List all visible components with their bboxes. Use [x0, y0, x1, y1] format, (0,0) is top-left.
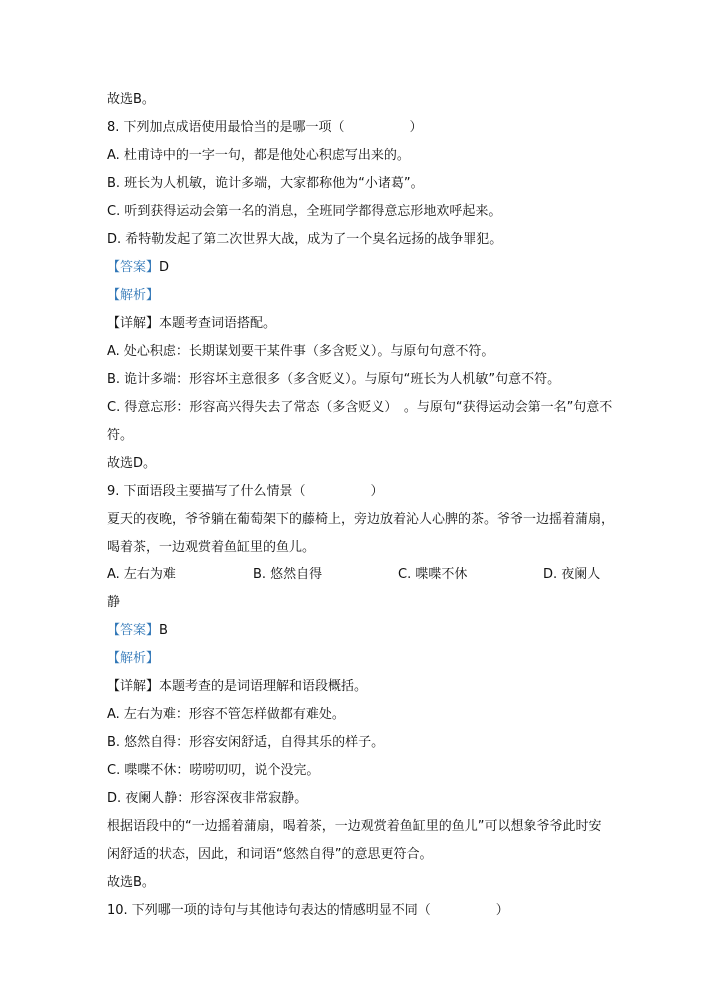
q8-analysis-label: 【解析】	[107, 287, 160, 303]
answer-label: 【答案】	[107, 623, 160, 639]
q8-explanation-b: B. 诡计多端：形容坏主意很多（多含贬义）。与原句“班长为人机敏”句意不符。	[107, 371, 561, 387]
q9-summary-line-1: 根据语段中的“一边摇着蒲扇，喝着茶，一边观赏着鱼缸里的鱼儿”可以想象爷爷此时安	[107, 819, 602, 835]
q8-option-c: C. 听到获得运动会第一名的消息，全班同学都得意忘形地欢呼起来。	[107, 203, 502, 219]
q8-question: 8. 下列加点成语使用最恰当的是哪一项（ ）	[107, 119, 423, 135]
q9-summary-line-2: 闲舒适的状态，因此，和词语“悠然自得”的意思更符合。	[107, 847, 433, 863]
q9-option-b: B. 悠然自得	[253, 567, 323, 583]
q8-explanation-c-wrap: 符。	[107, 427, 134, 443]
q8-explanation-a: A. 处心积虑：长期谋划要干某件事（多含贬义）。与原句句意不符。	[107, 343, 495, 359]
answer-value: B	[159, 623, 168, 639]
q9-conclusion: 故选B。	[107, 875, 155, 891]
q7-conclusion: 故选B。	[107, 92, 155, 107]
q9-question: 9. 下面语段主要描写了什么情景（ ）	[107, 483, 384, 499]
q9-analysis-label: 【解析】	[107, 651, 160, 667]
q8-option-b: B. 班长为人机敏，诡计多端，大家都称他为“小诸葛”。	[107, 175, 424, 191]
q8-detail: 【详解】本题考查词语搭配。	[107, 315, 277, 331]
q9-detail: 【详解】本题考查的是词语理解和语段概括。	[107, 679, 368, 695]
q9-option-d-wrap: 静	[107, 595, 121, 611]
q9-option-a: A. 左右为难	[107, 567, 176, 583]
q9-options	[107, 561, 607, 589]
q8-conclusion: 故选D。	[107, 455, 157, 471]
q8-option-a: A. 杜甫诗中的一字一句，都是他处心积虑写出来的。	[107, 147, 410, 163]
q10-question: 10. 下列哪一项的诗句与其他诗句表达的情感明显不同（ ）	[107, 903, 509, 919]
answer-value: D	[159, 259, 170, 275]
q8-explanation-c: C. 得意忘形：形容高兴得失去了常态（多含贬义） 。与原句“获得运动会第一名”句意不	[107, 399, 613, 415]
q9-option-c: C. 喋喋不休	[398, 567, 468, 583]
q9-answer	[107, 617, 607, 645]
q8-option-d: D. 希特勒发起了第二次世界大战，成为了一个臭名远扬的战争罪犯。	[107, 231, 503, 247]
document-page	[107, 86, 615, 925]
q9-passage-line-1: 夏天的夜晚，爷爷躺在葡萄架下的藤椅上，旁边放着沁人心脾的茶。爷爷一边摇着蒲扇，	[107, 511, 615, 527]
q9-explanation-d: D. 夜阑人静：形容深夜非常寂静。	[107, 791, 308, 807]
q9-passage-line-2: 喝着茶，一边观赏着鱼缸里的鱼儿。	[107, 539, 316, 555]
answer-label: 【答案】	[107, 259, 160, 275]
q9-option-d: D. 夜阑人	[543, 567, 601, 583]
q9-explanation-c: C. 喋喋不休：唠唠叨叨，说个没完。	[107, 763, 320, 779]
q9-explanation-b: B. 悠然自得：形容安闲舒适，自得其乐的样子。	[107, 735, 385, 751]
q9-explanation-a: A. 左右为难：形容不管怎样做都有难处。	[107, 707, 345, 723]
q8-answer	[107, 254, 607, 282]
